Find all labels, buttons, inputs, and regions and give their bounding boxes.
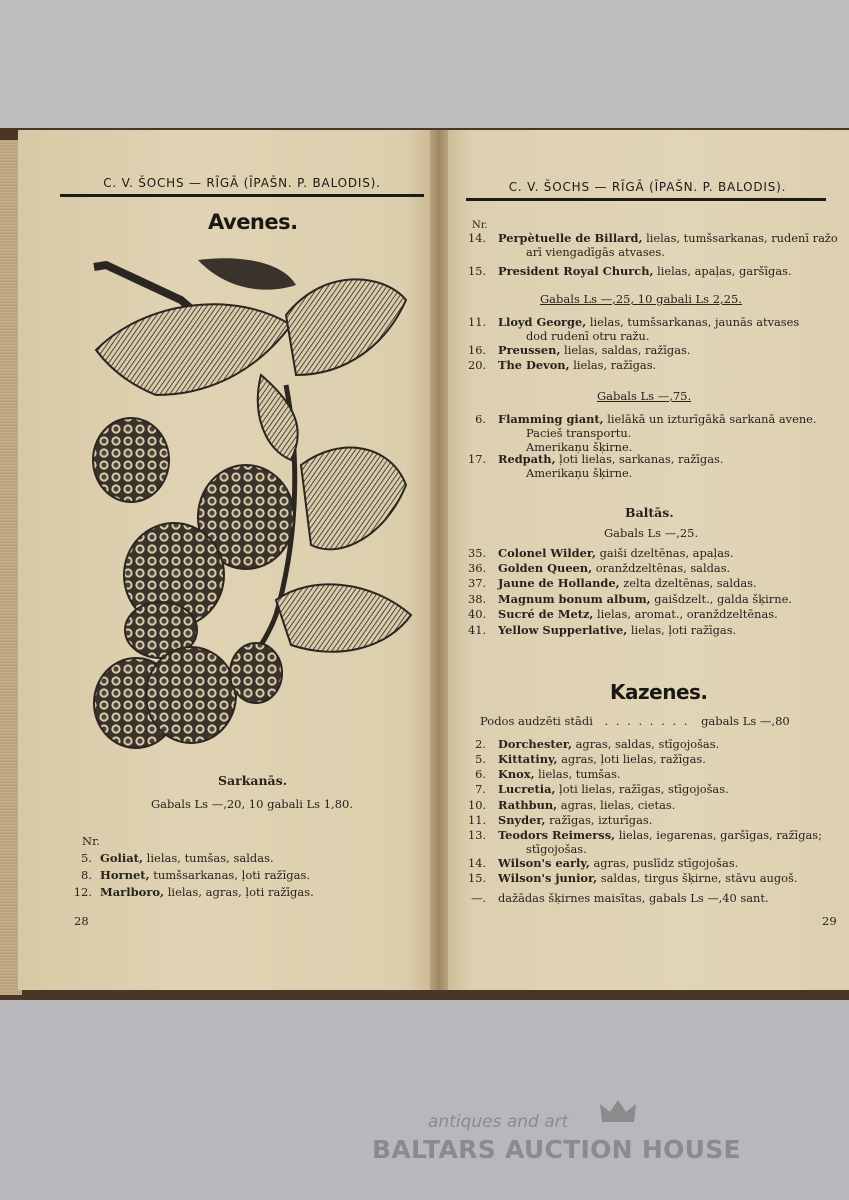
item-name: Redpath,	[498, 452, 556, 466]
item-desc: gaišdzelt., galda šķirne.	[654, 592, 792, 606]
item-name: The Devon,	[498, 358, 570, 372]
podos-label: Podos audzēti stādi	[480, 714, 593, 728]
right-nr-label: Nr.	[472, 220, 488, 231]
item-desc: lielas, saldas, ražīgas.	[564, 343, 691, 357]
list-item	[468, 315, 799, 343]
item-name: Dorchester,	[498, 737, 572, 751]
item-desc: zelta dzeltēnas, saldas.	[623, 576, 757, 590]
item-number: 38.	[468, 592, 487, 606]
list-item	[468, 576, 757, 590]
right-head-rule	[466, 198, 826, 201]
list-item	[66, 885, 314, 900]
podos-price: gabals Ls —,80	[701, 714, 790, 728]
item-desc: saldas, tirgus šķirne, stāvu augoš.	[600, 871, 798, 885]
item-number: 37.	[468, 576, 487, 590]
list-item	[468, 813, 652, 827]
item-name: Colonel Wilder,	[498, 546, 597, 560]
item-number: 17.	[468, 452, 487, 466]
list-item	[468, 737, 719, 751]
item-number: 6.	[475, 412, 486, 426]
list-item	[468, 798, 675, 812]
list-item	[468, 546, 733, 560]
item-number: 5.	[475, 752, 486, 766]
item-name: Marlboro,	[100, 885, 165, 899]
item-name: Lloyd George,	[498, 315, 587, 329]
book-gutter	[430, 130, 448, 990]
item-number: 12.	[73, 885, 92, 899]
list-item	[468, 828, 822, 856]
list-item	[468, 231, 838, 259]
item-name: Rathbun,	[498, 798, 558, 812]
item-desc-cont: stīgojošas.	[526, 842, 587, 856]
item-number: 40.	[468, 607, 487, 621]
item-desc: lielas, tumšsarkanas, jaunās atvases	[589, 315, 800, 329]
right-running-head: C. V. ŠOCHS — RĪGĀ (ĪPAŠN. P. BALODIS).	[508, 180, 787, 194]
item-desc: oranždzeltēnas, saldas.	[595, 561, 731, 575]
list-item	[468, 782, 729, 796]
item-desc: lielas, tumšas, saldas.	[146, 851, 274, 865]
item-desc: agras, ļoti lielas, ražīgas.	[561, 752, 706, 766]
list-item	[468, 358, 656, 372]
price-heading: Gabals Ls —,75.	[597, 389, 692, 403]
watermark-tagline: antiques and art	[428, 1112, 569, 1132]
list-item	[468, 856, 738, 870]
item-desc: lielas, ļoti ražīgas.	[630, 623, 737, 637]
item-desc: lielas, apaļas, garšīgas.	[657, 264, 792, 278]
item-desc-cont: Amerikaņu šķirne.	[526, 440, 633, 454]
item-name: Golden Queen,	[498, 561, 593, 575]
list-item	[468, 767, 621, 781]
left-price: Gabals Ls —,20, 10 gabali Ls 1,80.	[151, 797, 353, 811]
item-desc-cont: Pacieš transportu.	[526, 426, 632, 440]
price-white: Gabals Ls —,25.	[604, 526, 699, 540]
item-number: 15.	[468, 264, 487, 278]
item-desc: lielas, agras, ļoti ražīgas.	[167, 885, 314, 899]
item-name: Hornet,	[100, 868, 150, 882]
item-desc: agras, puslīdz stīgojošas.	[593, 856, 739, 870]
podos-dots: . . . . . . . .	[604, 714, 690, 728]
list-item	[468, 752, 706, 766]
item-name: Flamming giant,	[498, 412, 604, 426]
list-item	[66, 868, 310, 883]
podos-row	[480, 714, 790, 729]
list-item	[468, 871, 798, 885]
item-desc: agras, lielas, cietas.	[560, 798, 676, 812]
item-number: 14.	[468, 231, 487, 245]
item-number: 10.	[468, 798, 487, 812]
left-head-rule	[60, 194, 424, 197]
list-item	[66, 851, 274, 866]
item-name: Snyder,	[498, 813, 546, 827]
list-item	[468, 264, 792, 278]
item-number: 41.	[468, 623, 487, 637]
item-desc: lielas, tumšsarkanas, rudenī ražo	[646, 231, 838, 245]
item-name: Teodors Reimerss,	[498, 828, 616, 842]
list-item	[468, 452, 723, 480]
item-name: Magnum bonum album,	[498, 592, 651, 606]
list-item	[468, 607, 778, 621]
item-desc: lielas, aromat., oranždzeltēnas.	[597, 607, 778, 621]
item-number: 8.	[81, 868, 92, 882]
kazenes-title: Kazenes.	[610, 680, 708, 704]
list-item	[468, 412, 817, 454]
item-number: 20.	[468, 358, 487, 372]
left-subtitle: Sarkanās.	[218, 773, 288, 788]
item-desc: lielākā un izturīgākā sarkanā avene.	[607, 412, 817, 426]
item-desc: ražīgas, izturīgas.	[549, 813, 653, 827]
item-number: 15.	[468, 871, 487, 885]
item-number: 36.	[468, 561, 487, 575]
item-number: 7.	[475, 782, 486, 796]
item-desc: lielas, iegarenas, garšīgas, ražīgas;	[618, 828, 822, 842]
item-name: Perpètuelle de Billard,	[498, 231, 643, 245]
item-desc: ļoti lielas, ražīgas, stīgojošas.	[559, 782, 729, 796]
right-page-number: 29	[822, 914, 837, 928]
item-number: 6.	[475, 767, 486, 781]
left-nr-label: Nr.	[82, 834, 100, 848]
item-number: —.	[470, 891, 486, 905]
left-title: Avenes.	[208, 210, 298, 234]
item-name: Knox,	[498, 767, 535, 781]
raspberry-illustration	[86, 255, 416, 755]
item-number: 14.	[468, 856, 487, 870]
item-name: Wilson's early,	[498, 856, 590, 870]
item-desc: dažādas šķirnes maisītas, gabals Ls —,40 sant.	[498, 891, 769, 905]
item-number: 11.	[468, 813, 487, 827]
left-page-number: 28	[74, 914, 89, 928]
item-number: 11.	[468, 315, 487, 329]
item-desc-cont: arī viengadīgās atvases.	[526, 245, 665, 259]
list-item	[468, 561, 730, 575]
item-name: Lucretia,	[498, 782, 556, 796]
item-desc: gaiši dzeltēnas, apaļas.	[599, 546, 734, 560]
price-heading: Gabals Ls —,25, 10 gabali Ls 2,25.	[540, 292, 742, 306]
mixed-row	[468, 891, 769, 905]
item-name: Preussen,	[498, 343, 561, 357]
item-name: Jaune de Hollande,	[498, 576, 620, 590]
item-name: Goliat,	[100, 851, 143, 865]
item-name: President Royal Church,	[498, 264, 654, 278]
subtitle-white: Baltās.	[625, 505, 674, 520]
item-name: Sucré de Metz,	[498, 607, 594, 621]
item-name: Yellow Supperlative,	[498, 623, 628, 637]
crown-icon	[598, 1098, 638, 1126]
item-name: Kittatiny,	[498, 752, 558, 766]
item-number: 2.	[475, 737, 486, 751]
background-top	[0, 0, 849, 130]
left-running-head: C. V. ŠOCHS — RĪGĀ (ĪPAŠN. P. BALODIS).	[103, 176, 381, 190]
item-number: 35.	[468, 546, 487, 560]
item-desc-cont: Amerikaņu šķirne.	[526, 466, 633, 480]
item-desc: ļoti lielas, sarkanas, ražīgas.	[559, 452, 724, 466]
watermark-brand: BALTARS AUCTION HOUSE	[372, 1135, 741, 1164]
list-item	[468, 592, 792, 606]
item-number: 13.	[468, 828, 487, 842]
item-desc: agras, saldas, stīgojošas.	[575, 737, 720, 751]
list-item	[468, 623, 736, 637]
item-number: 16.	[468, 343, 487, 357]
item-desc: lielas, ražīgas.	[573, 358, 657, 372]
item-desc: tumšsarkanas, ļoti ražīgas.	[153, 868, 311, 882]
item-desc: lielas, tumšas.	[538, 767, 621, 781]
item-name: Wilson's junior,	[498, 871, 598, 885]
item-desc-cont: dod rudenī otru ražu.	[526, 329, 650, 343]
item-number: 5.	[81, 851, 92, 865]
list-item	[468, 343, 690, 357]
